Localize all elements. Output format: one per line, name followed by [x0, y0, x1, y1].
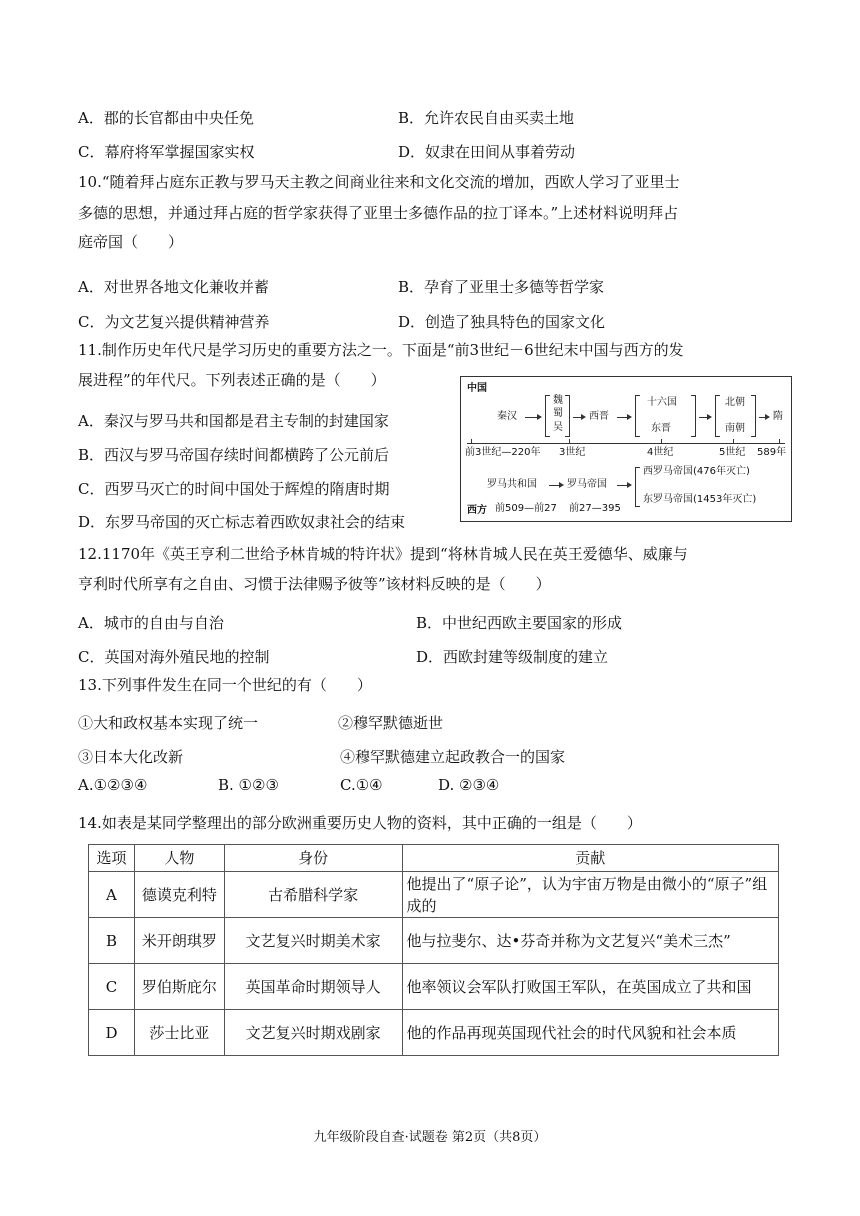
- arrow-line: [525, 417, 537, 418]
- q10-option-a: A．对世界各地文化兼收并蓄: [78, 278, 269, 296]
- tick-label-3: 4世纪: [647, 447, 674, 458]
- table-row: [89, 1010, 779, 1056]
- q12-option-a: A．城市的自由与自治: [78, 614, 224, 632]
- northern-southern-bracket: [715, 395, 720, 437]
- tick-label-5: 589年: [757, 447, 787, 458]
- wei-label: 魏: [553, 395, 563, 406]
- cell-person: 罗伯斯庇尔: [134, 964, 224, 1010]
- cell-person: 米开朗琪罗: [134, 918, 224, 964]
- q11-option-d: D．东罗马帝国的灭亡标志着西欧奴隶社会的结束: [78, 513, 406, 531]
- q9-option-a: A．郡的长官都由中央任免: [78, 109, 254, 127]
- q13-stem: 13.下列事件发生在同一个世纪的有（ ）: [78, 676, 372, 694]
- arrow-line: [573, 417, 581, 418]
- cell-role: 文艺复兴时期戏剧家: [224, 1010, 402, 1056]
- q12-option-d: D．西欧封建等级制度的建立: [416, 648, 609, 666]
- arrow-line: [617, 417, 627, 418]
- q12-option-c: C．英国对海外殖民地的控制: [78, 648, 270, 666]
- shu-label: 蜀: [553, 408, 563, 419]
- q9-option-b: B．允许农民自由买卖土地: [398, 109, 575, 127]
- q13-option-a: A.①②③④: [78, 776, 148, 794]
- cell-person: 莎士比亚: [134, 1010, 224, 1056]
- axis-tick: [661, 439, 662, 444]
- q10-stem-line3: 庭帝国（ ）: [78, 233, 184, 251]
- arrow-head: [707, 414, 712, 420]
- q11-option-c: C．西罗马灭亡的时间中国处于辉煌的隋唐时期: [78, 480, 390, 498]
- cell-option: C: [89, 964, 135, 1010]
- table-row: [89, 964, 779, 1010]
- q13-item-4: ④穆罕默德建立起政教合一的国家: [340, 748, 566, 766]
- arrow-line: [699, 417, 707, 418]
- q13-item-2: ②穆罕默德逝世: [338, 714, 444, 732]
- arrow-head: [765, 414, 770, 420]
- arrow-head: [627, 482, 632, 488]
- q11-stem-line2: 展进程”的年代尺。下列表述正确的是（ ）: [78, 371, 386, 389]
- rome-empire-label: 罗马帝国: [567, 479, 607, 490]
- tick-label-2: 3世纪: [559, 447, 586, 458]
- q10-option-b: B．孕育了亚里士多德等哲学家: [398, 278, 605, 296]
- q9-option-d: D．奴隶在田间从事着劳动: [398, 143, 576, 161]
- page-footer: 九年级阶段自查·试题卷 第2页（共8页）: [313, 1130, 547, 1145]
- rome-empire-dates: 前27—395: [569, 503, 621, 514]
- arrow-head: [627, 414, 632, 420]
- table-row: [89, 918, 779, 964]
- q12-stem-line2: 亨利时代所享有之自由、习惯于法律赐予彼等”该材料反映的是（ ）: [78, 575, 551, 593]
- arrow-line: [617, 485, 627, 486]
- tick-label-1: 前3世纪—220年: [465, 447, 541, 458]
- persons-table: [88, 844, 779, 1056]
- header-role: 身份: [224, 845, 402, 872]
- axis-tick: [471, 439, 472, 444]
- q10-option-d: D．创造了独具特色的国家文化: [398, 313, 606, 331]
- arrow-head: [581, 414, 586, 420]
- cell-option: D: [89, 1010, 135, 1056]
- timeline-axis: [467, 443, 785, 444]
- cell-option: A: [89, 872, 135, 918]
- header-option: 选项: [89, 845, 135, 872]
- cell-option: B: [89, 918, 135, 964]
- axis-tick: [569, 439, 570, 444]
- header-person: 人物: [134, 845, 224, 872]
- three-kingdoms-bracket: [545, 395, 550, 437]
- arrow-line: [549, 485, 559, 486]
- west-rome-label: 西罗马帝国(476年灭亡): [643, 466, 750, 477]
- beichao-label: 北朝: [725, 397, 745, 408]
- china-label: 中国: [467, 383, 487, 394]
- q13-option-b: B. ①②③: [218, 776, 279, 794]
- q9-option-c: C．幕府将军掌握国家实权: [78, 143, 255, 161]
- table-row: [89, 872, 779, 918]
- cell-contribution: 他提出了“原子论”，认为宇宙万物是由微小的“原子”组成的: [402, 872, 778, 918]
- sixteen-kingdoms-bracket: [635, 395, 640, 437]
- west-label: 西方: [467, 505, 487, 516]
- east-rome-label: 东罗马帝国(1453年灭亡): [643, 494, 757, 505]
- q13-option-c: C.①④: [340, 776, 383, 794]
- timeline-figure: [460, 376, 792, 522]
- cell-contribution: 他与拉斐尔、达•芬奇并称为文艺复兴“美术三杰”: [402, 918, 778, 964]
- sui-label: 隋: [773, 411, 783, 422]
- q11-option-b: B．西汉与罗马帝国存续时间都横跨了公元前后: [78, 446, 390, 464]
- three-kingdoms-bracket-right: [565, 395, 570, 437]
- q13-option-d: D. ②③④: [438, 776, 500, 794]
- q13-item-1: ①大和政权基本实现了统一: [78, 714, 259, 732]
- cell-role: 文艺复兴时期美术家: [224, 918, 402, 964]
- q14-stem: 14.如表是某同学整理出的部分欧洲重要历史人物的资料，其中正确的一组是（ ）: [78, 814, 642, 832]
- nanchao-label: 南朝: [725, 423, 745, 434]
- cell-role: 古希腊科学家: [224, 872, 402, 918]
- header-contribution: 贡献: [402, 845, 778, 872]
- cell-contribution: 他率领议会军队打败国王军队，在英国成立了共和国: [402, 964, 778, 1010]
- rome-split-bracket: [635, 467, 640, 507]
- northern-southern-bracket-right: [751, 395, 756, 437]
- q12-stem-line1: 12.1170年《英王亨利二世给予林肯城的特许状》提到“将林肯城人民在英王爱德华、威廉与: [78, 545, 688, 563]
- q11-stem-line1: 11.制作历史年代尺是学习历史的重要方法之一。下面是“前3世纪－6世纪末中国与西方的发: [78, 341, 684, 359]
- q10-option-c: C．为文艺复兴提供精神营养: [78, 313, 270, 331]
- xijin-label: 西晋: [589, 411, 609, 422]
- table-header-row: [89, 845, 779, 872]
- cell-person: 德谟克利特: [134, 872, 224, 918]
- arrow-head: [559, 482, 564, 488]
- dongjin-label: 东晋: [651, 423, 671, 434]
- q12-option-b: B．中世纪西欧主要国家的形成: [416, 614, 623, 632]
- axis-tick: [779, 439, 780, 444]
- sixteen-kingdoms-bracket-right: [691, 395, 696, 437]
- tick-label-4: 5世纪: [719, 447, 746, 458]
- arrow-head: [537, 414, 542, 420]
- rome-republic-dates: 前509—前27: [495, 503, 557, 514]
- cell-role: 英国革命时期领导人: [224, 964, 402, 1010]
- cell-contribution: 他的作品再现英国现代社会的时代风貌和社会本质: [402, 1010, 778, 1056]
- axis-tick: [733, 439, 734, 444]
- q11-option-a: A．秦汉与罗马共和国都是君主专制的封建国家: [78, 412, 389, 430]
- q10-stem-line2: 多德的思想，并通过拜占庭的哲学家获得了亚里士多德作品的拉丁译本。”上述材料说明拜占: [78, 204, 679, 222]
- shiliuguo-label: 十六国: [647, 397, 677, 408]
- wu-label: 吴: [553, 422, 563, 433]
- qinhan-label: 秦汉: [497, 411, 517, 422]
- rome-republic-label: 罗马共和国: [487, 479, 537, 490]
- q13-item-3: ③日本大化改新: [78, 748, 184, 766]
- q10-stem-line1: 10.“随着拜占庭东正教与罗马天主教之间商业往来和文化交流的增加，西欧人学习了亚里士: [78, 173, 680, 191]
